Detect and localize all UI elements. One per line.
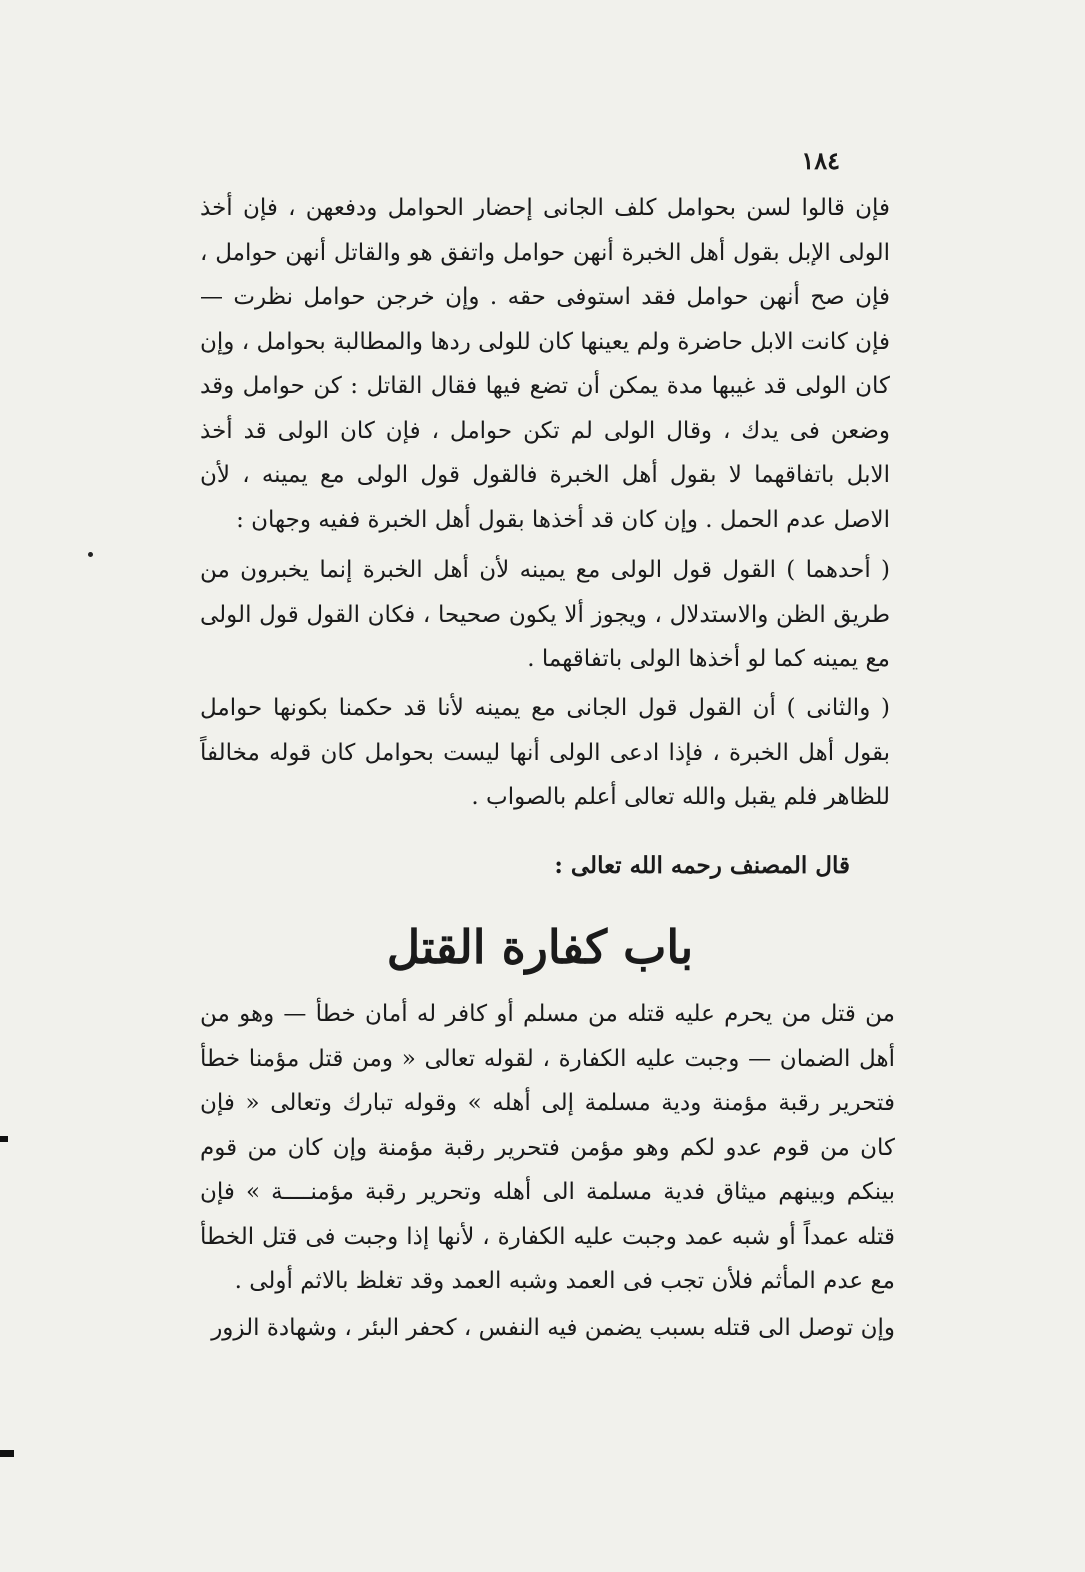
author-note: قال المصنف رحمه الله تعالى : — [554, 852, 850, 879]
stray-ink-dot — [88, 552, 93, 557]
page-number: ١٨٤ — [801, 146, 840, 175]
chapter-title: باب كفارة القتل — [386, 920, 694, 974]
paragraph-expiation-rule: من قتل من يحرم عليه قتله من مسلم أو كافر له أمان خطأ — وهو من أهل الضمان — وجبت عليه الكفارة ، لقوله تعالى « ومن قتل مؤمنا خطأ فتحرير رقبة مؤمنة ودية مسلمة إلى أهله » وقوله تبارك وتعالى « فإن كان من قوم عدو لكم وهو مؤمن فتحرير رقبة مؤمنة وإن كان من قوم بينكم وبينهم ميثاق فدية مسلمة الى أهله وتحرير رقبة مؤمنــــة » فإن قتله عمداً أو شبه عمد وجبت عليه الكفارة ، لأنها إذا وجبت فى قتل الخطأ مع عدم المأثم فلأن تجب فى العمد وشبه العمد وقد تغلظ بالاثم أولى . — [200, 1001, 895, 1294]
paragraph-second-view: ( والثانى ) أن القول قول الجانى مع يمينه لأنا قد حكمنا بكونها حوامل بقول أهل الخبرة ، فإذا ادعى الولى أنها ليست بحوامل كان قوله مخالفاً للظاهر فلم يقبل والله تعالى أعلم بالصواب . — [200, 695, 890, 810]
paragraph-indirect-killing: وإن توصل الى قتله بسبب يضمن فيه النفس ، كحفر البئر ، وشهادة الزور — [211, 1315, 895, 1341]
scan-edge-mark-bottom — [0, 1450, 14, 1457]
paragraph-first-view: ( أحدهما ) القول قول الولى مع يمينه لأن أهل الخبرة إنما يخبرون من طريق الظن والاستدلال ، ويجوز ألا يكون صحيحا ، فكان القول قول الولى مع يمينه كما لو أخذها الولى باتفاقهما . — [200, 557, 890, 672]
paragraph-pregnant-camels: فإن قالوا لسن بحوامل كلف الجانى إحضار الحوامل ودفعهن ، فإن أخذ الولى الإبل بقول أهل الخبرة أنهن حوامل واتفق هو والقاتل أنهن حوامل ، فإن صح أنهن حوامل فقد استوفى حقه . وإن خرجن حوامل نظرت — فإن كانت الابل حاضرة ولم يعينها كان للولى ردها والمطالبة بحوامل ، وإن كان الولى قد غيبها مدة يمكن أن تضع فيها فقال القاتل : كن حوامل وقد وضعن فى يدك ، وقال الولى لم تكن حوامل ، فإن كان الولى قد أخذ الابل باتفاقهما لا بقول أهل الخبرة فالقول قول الولى مع يمينه ، لأن الاصل عدم الحمل . وإن كان قد أخذها بقول أهل الخبرة ففيه وجهان : — [200, 195, 890, 533]
scan-edge-mark-top — [0, 1136, 8, 1142]
